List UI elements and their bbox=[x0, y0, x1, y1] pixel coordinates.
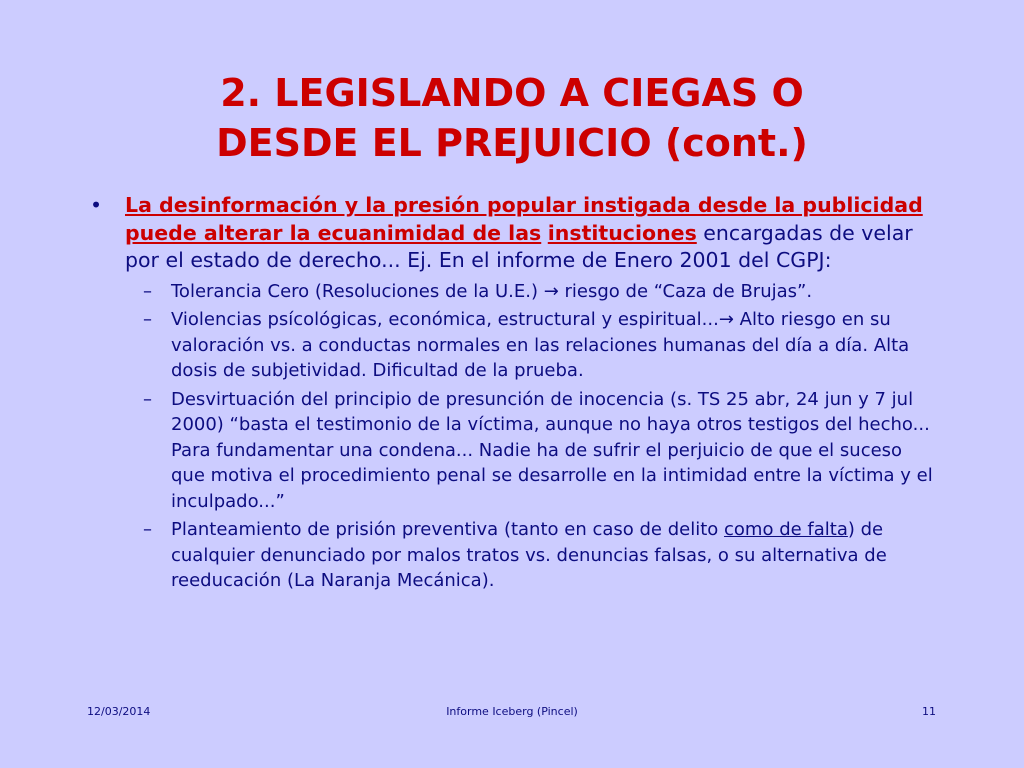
footer-title: Informe Iceberg (Pincel) bbox=[446, 705, 578, 718]
main-bullet-highlight-2: instituciones bbox=[547, 220, 697, 245]
sub-item-text: riesgo de “Caza de Brujas”. bbox=[558, 280, 813, 302]
dash-icon: – bbox=[143, 519, 152, 540]
sub-item-text: Violencias psícológicas, económica, estructural y espiritual... bbox=[171, 309, 719, 330]
right-arrow-icon: → bbox=[543, 280, 559, 302]
slide-title-line2: DESDE EL PREJUICIO (cont.) bbox=[216, 121, 808, 165]
sub-item-text: Alto riesgo en su valoración vs. a conductas normales en las relaciones humanas del día a día. Alta dosis de subjetividad. Dificultad de la prueba. bbox=[171, 309, 910, 381]
underlined-text: como de falta bbox=[724, 519, 848, 540]
sub-item-text: Planteamiento de prisión preventiva (tanto en caso de delito bbox=[171, 519, 725, 540]
footer-date: 12/03/2014 bbox=[87, 705, 151, 718]
footer-page-number: 11 bbox=[922, 705, 936, 718]
sub-bullet-item bbox=[0, 387, 1024, 515]
sub-item-text: Desvirtuación del principio de presunción de inocencia (s. TS 25 abr, 24 jun y 7 jul 2000) “basta el testimonio de la víctima, aunque no haya otros testigos del hecho... Para fundamentar una condena... Nadie ha de sufrir el perjuicio de que el suceso que motiva el procedimiento penal se desarrolle en la intimidad entre la víctima y el inculpado...” bbox=[171, 388, 933, 512]
dash-icon: – bbox=[143, 280, 152, 302]
bullet-dot-icon: • bbox=[90, 193, 103, 217]
dash-icon: – bbox=[143, 309, 152, 330]
right-arrow-icon: → bbox=[718, 309, 734, 330]
slide-title-line1: 2. LEGISLANDO A CIEGAS O bbox=[220, 71, 804, 115]
main-bullet-text: encargadas de velar por el estado de derecho... Ej. En el informe de Enero 2001 del CGPJ: bbox=[125, 220, 913, 272]
slide-body bbox=[0, 192, 1024, 597]
sub-bullet-item bbox=[0, 517, 1024, 594]
sub-item-text: ) de cualquier denunciado por malos tratos vs. denuncias falsas, o su alternativa de reeducación (La Naranja Mecánica). bbox=[171, 519, 887, 591]
slide-title bbox=[40, 68, 984, 168]
sub-bullet-item bbox=[0, 279, 1024, 305]
sub-item-text: Tolerancia Cero (Resoluciones de la U.E.) bbox=[171, 280, 544, 302]
main-bullet bbox=[0, 192, 1024, 275]
sub-bullet-item bbox=[0, 307, 1024, 384]
main-bullet-highlight-1: La desinformación y la presión popular instigada desde la publicidad puede alterar la ecuanimidad de las bbox=[125, 193, 923, 245]
sub-bullet-list bbox=[0, 279, 1024, 594]
dash-icon: – bbox=[143, 388, 152, 410]
